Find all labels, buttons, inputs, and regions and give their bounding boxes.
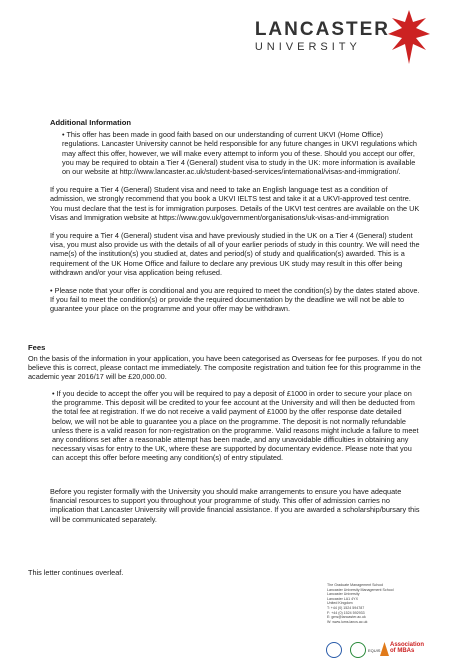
address-fax: F: +44 (0) 1524 592933 — [327, 610, 365, 615]
financial-resources-paragraph: Before you register formally with the University you should make arrangements to ensure you have adequate financial resources to support you throughout your programme of study. This offer of admission carries no implication that Lancaster University will provide financial assistance. If you are awarded a scholarship/bursary this will be communicated separately. — [50, 487, 420, 524]
continues-overleaf-note: This letter continues overleaf. — [28, 568, 124, 577]
additional-paragraph-2: If you require a Tier 4 (General) Student visa and need to take an English language test as a condition of admission, we strongly recommend that you book a UKVI IELTS test and take it at a UKVI-approved test centre. You must declare that the test is for immigration purposes. Details of the UKVI test centres are available on the UK Visas and Immigration website at https://www.gov.uk/government/organisations/uk-visas-and-immigration — [50, 185, 420, 222]
address-line: Lancaster University — [327, 592, 360, 597]
accreditation-seal-icon — [350, 642, 366, 658]
address-line: Lancaster University Management School — [327, 587, 394, 592]
accreditation-badges — [320, 640, 440, 660]
school-address-block — [327, 583, 437, 624]
additional-information-section — [50, 118, 420, 323]
additional-paragraph-3: If you require a Tier 4 (General) student visa and have previously studied in the UK on a Tier 4 (General) student visa, you must also provide us with the details of all of your earlier periods of study in this country. We will need the name(s) of the institution(s) you studied at, dates and period(s) of study and qualification(s) awarded. This is a requirement of the UK Home Office and failure to declare any previous UK study may result in this offer being withdrawn and/or your visa application being refused. — [50, 231, 420, 277]
accreditation-seal-icon — [326, 642, 342, 658]
address-line: Lancaster LA1 4YX — [327, 596, 358, 601]
additional-heading: Additional Information — [50, 118, 131, 127]
aoma-label-line1: Association — [390, 642, 425, 648]
equis-label: EQUIS — [368, 648, 381, 653]
university-logo-text — [255, 20, 390, 54]
address-phone: T: +44 (0) 1524 594787 — [327, 605, 365, 610]
address-website: W: www.lums.lancs.ac.uk — [327, 619, 368, 624]
additional-paragraph-1: • This offer has been made in good faith based on our understanding of current UKVI (Home Office) regulations. Lancaster University cannot be held responsible for any future changes in UKVI regulations which may affect this offer, however, we will make every attempt to inform you of these. Should you accept our offer, you may be required to obtain a Tier 4 (General) student visa to study in the UK: more information is available on our website at http://www.lancaster.ac.uk/student-based-services/international/visas-and-immigration/. — [62, 130, 417, 177]
university-crest-icon — [386, 8, 432, 66]
additional-paragraph-4: • Please note that your offer is conditional and you are required to meet the condition(s) by the dates stated above. If you fail to meet the condition(s) or provide the required documentation by the deadline we will not be able to guarantee your place on the programme and your offer may be withdrawn. — [50, 286, 420, 314]
address-line: United Kingdom — [327, 601, 353, 606]
fees-intro-paragraph: On the basis of the information in your application, you have been categorised as Overseas for fee purposes. If you do not believe this is correct, please contact me immediately. The composite registration and tuition fee for this programme in the academic year 2016/17 will be £20,000.00. — [28, 354, 422, 382]
address-email: E: gms@lancaster.ac.uk — [327, 615, 366, 620]
fees-heading: Fees — [28, 343, 46, 352]
aoma-label — [390, 642, 424, 654]
address-line: The Graduate Management School — [327, 583, 384, 587]
aoma-label-line2: of MBAs — [390, 648, 415, 654]
logo-line-university: UNIVERSITY — [254, 41, 361, 53]
logo-line-lancaster: LANCASTER — [254, 19, 390, 40]
fees-deposit-paragraph: • If you decide to accept the offer you will be required to pay a deposit of £1000 in order to secure your place on the programme. This deposit will be credited to your fee account at the University and will then be deducted from the total fee at registration. If we do not receive a valid payment of £1000 by the offer response date detailed below, we will not be able to guarantee you a place on the programme. The deposit is not normally refundable unless there is a valid reason for non-registration on the programme. Valid reasons might include a failure to meet any conditions set after a reasonable attempt has been made, and any unavoidable difficulties in obtaining any necessary visas for entry to the UK, where these are supported by documentary evidence. Please note that you can accept this offer before meeting any condition(s) of entry stipulated. — [52, 389, 419, 463]
aoma-logo-icon — [380, 642, 389, 656]
